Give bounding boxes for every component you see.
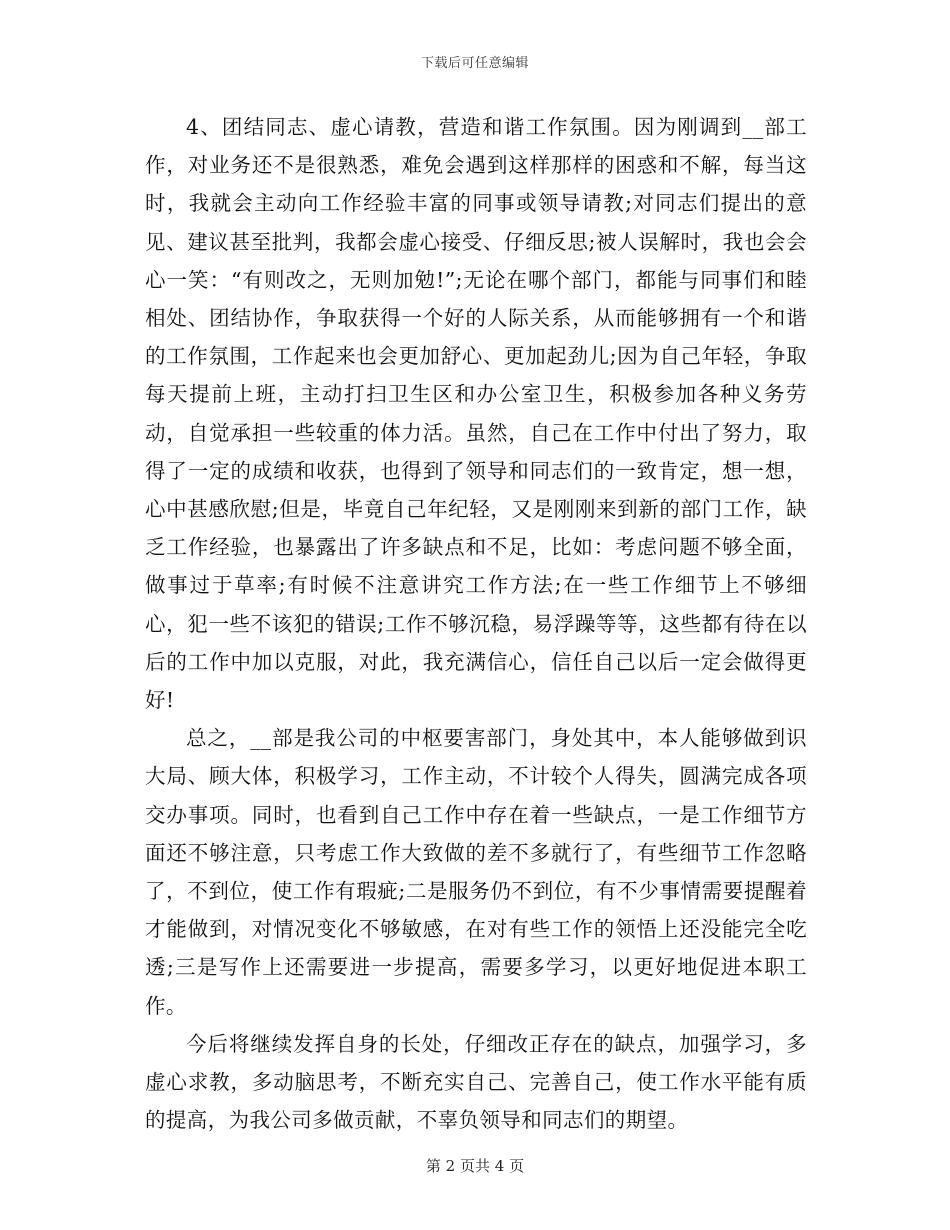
document-body [145, 108, 807, 1139]
page-number: 第 2 页共 4 页 [425, 1157, 525, 1175]
paragraph-summary: 总之，__部是我公司的中枢要害部门，身处其中，本人能够做到识大局、顾大体，积极学习，工作主动，不计较个人得失，圆满完成各项交办事项。同时，也看到自己工作中存在着一些缺点，一是工作细节方面还不够注意，只考虑工作大致做的差不多就行了，有些细节工作忽略了，不到位，使工作有瑕疵;二是服务仍不到位，有不少事情需要提醒着才能做到，对情况变化不够敏感，在对有些工作的领悟上还没能完全吃透;三是写作上还需要进一步提高，需要多学习，以更好地促进本职工作。 [145, 726, 807, 1018]
paragraph-future-plans: 今后将继续发挥自身的长处，仔细改正存在的缺点，加强学习，多虚心求教，多动脑思考，不断充实自己、完善自己，使工作水平能有质的提高，为我公司多做贡献，不辜负领导和同志们的期望。 [145, 1031, 807, 1133]
paragraph-unity-and-learning: 4、团结同志、虚心请教，营造和谐工作氛围。因为刚调到__部工作，对业务还不是很熟悉，难免会遇到这样那样的困惑和不解，每当这时，我就会主动向工作经验丰富的同事或领导请教;对同志们提出的意见、建议甚至批判，我都会虚心接受、仔细反思;被人误解时，我也会会心一笑：“有则改之，无则加勉!”;无论在哪个部门，都能与同事们和睦相处、团结协作，争取获得一个好的人际关系，从而能够拥有一个和谐的工作氛围，工作起来也会更加舒心、更加起劲儿;因为自己年轻，争取每天提前上班，主动打扫卫生区和办公室卫生，积极参加各种义务劳动，自觉承担一些较重的体力活。虽然，自己在工作中付出了努力，取得了一定的成绩和收获，也得到了领导和同志们的一致肯定，想一想，心中甚感欣慰;但是，毕竟自己年纪轻，又是刚刚来到新的部门工作，缺乏工作经验，也暴露出了许多缺点和不足，比如：考虑问题不够全面，做事过于草率;有时候不注意讲究工作方法;在一些工作细节上不够细心，犯一些不该犯的错误;工作不够沉稳，易浮躁等等，这些都有待在以后的工作中加以克服，对此，我充满信心，信任自己以后一定会做得更好! [145, 115, 807, 713]
page-header: 下载后可任意编辑 [420, 56, 529, 71]
